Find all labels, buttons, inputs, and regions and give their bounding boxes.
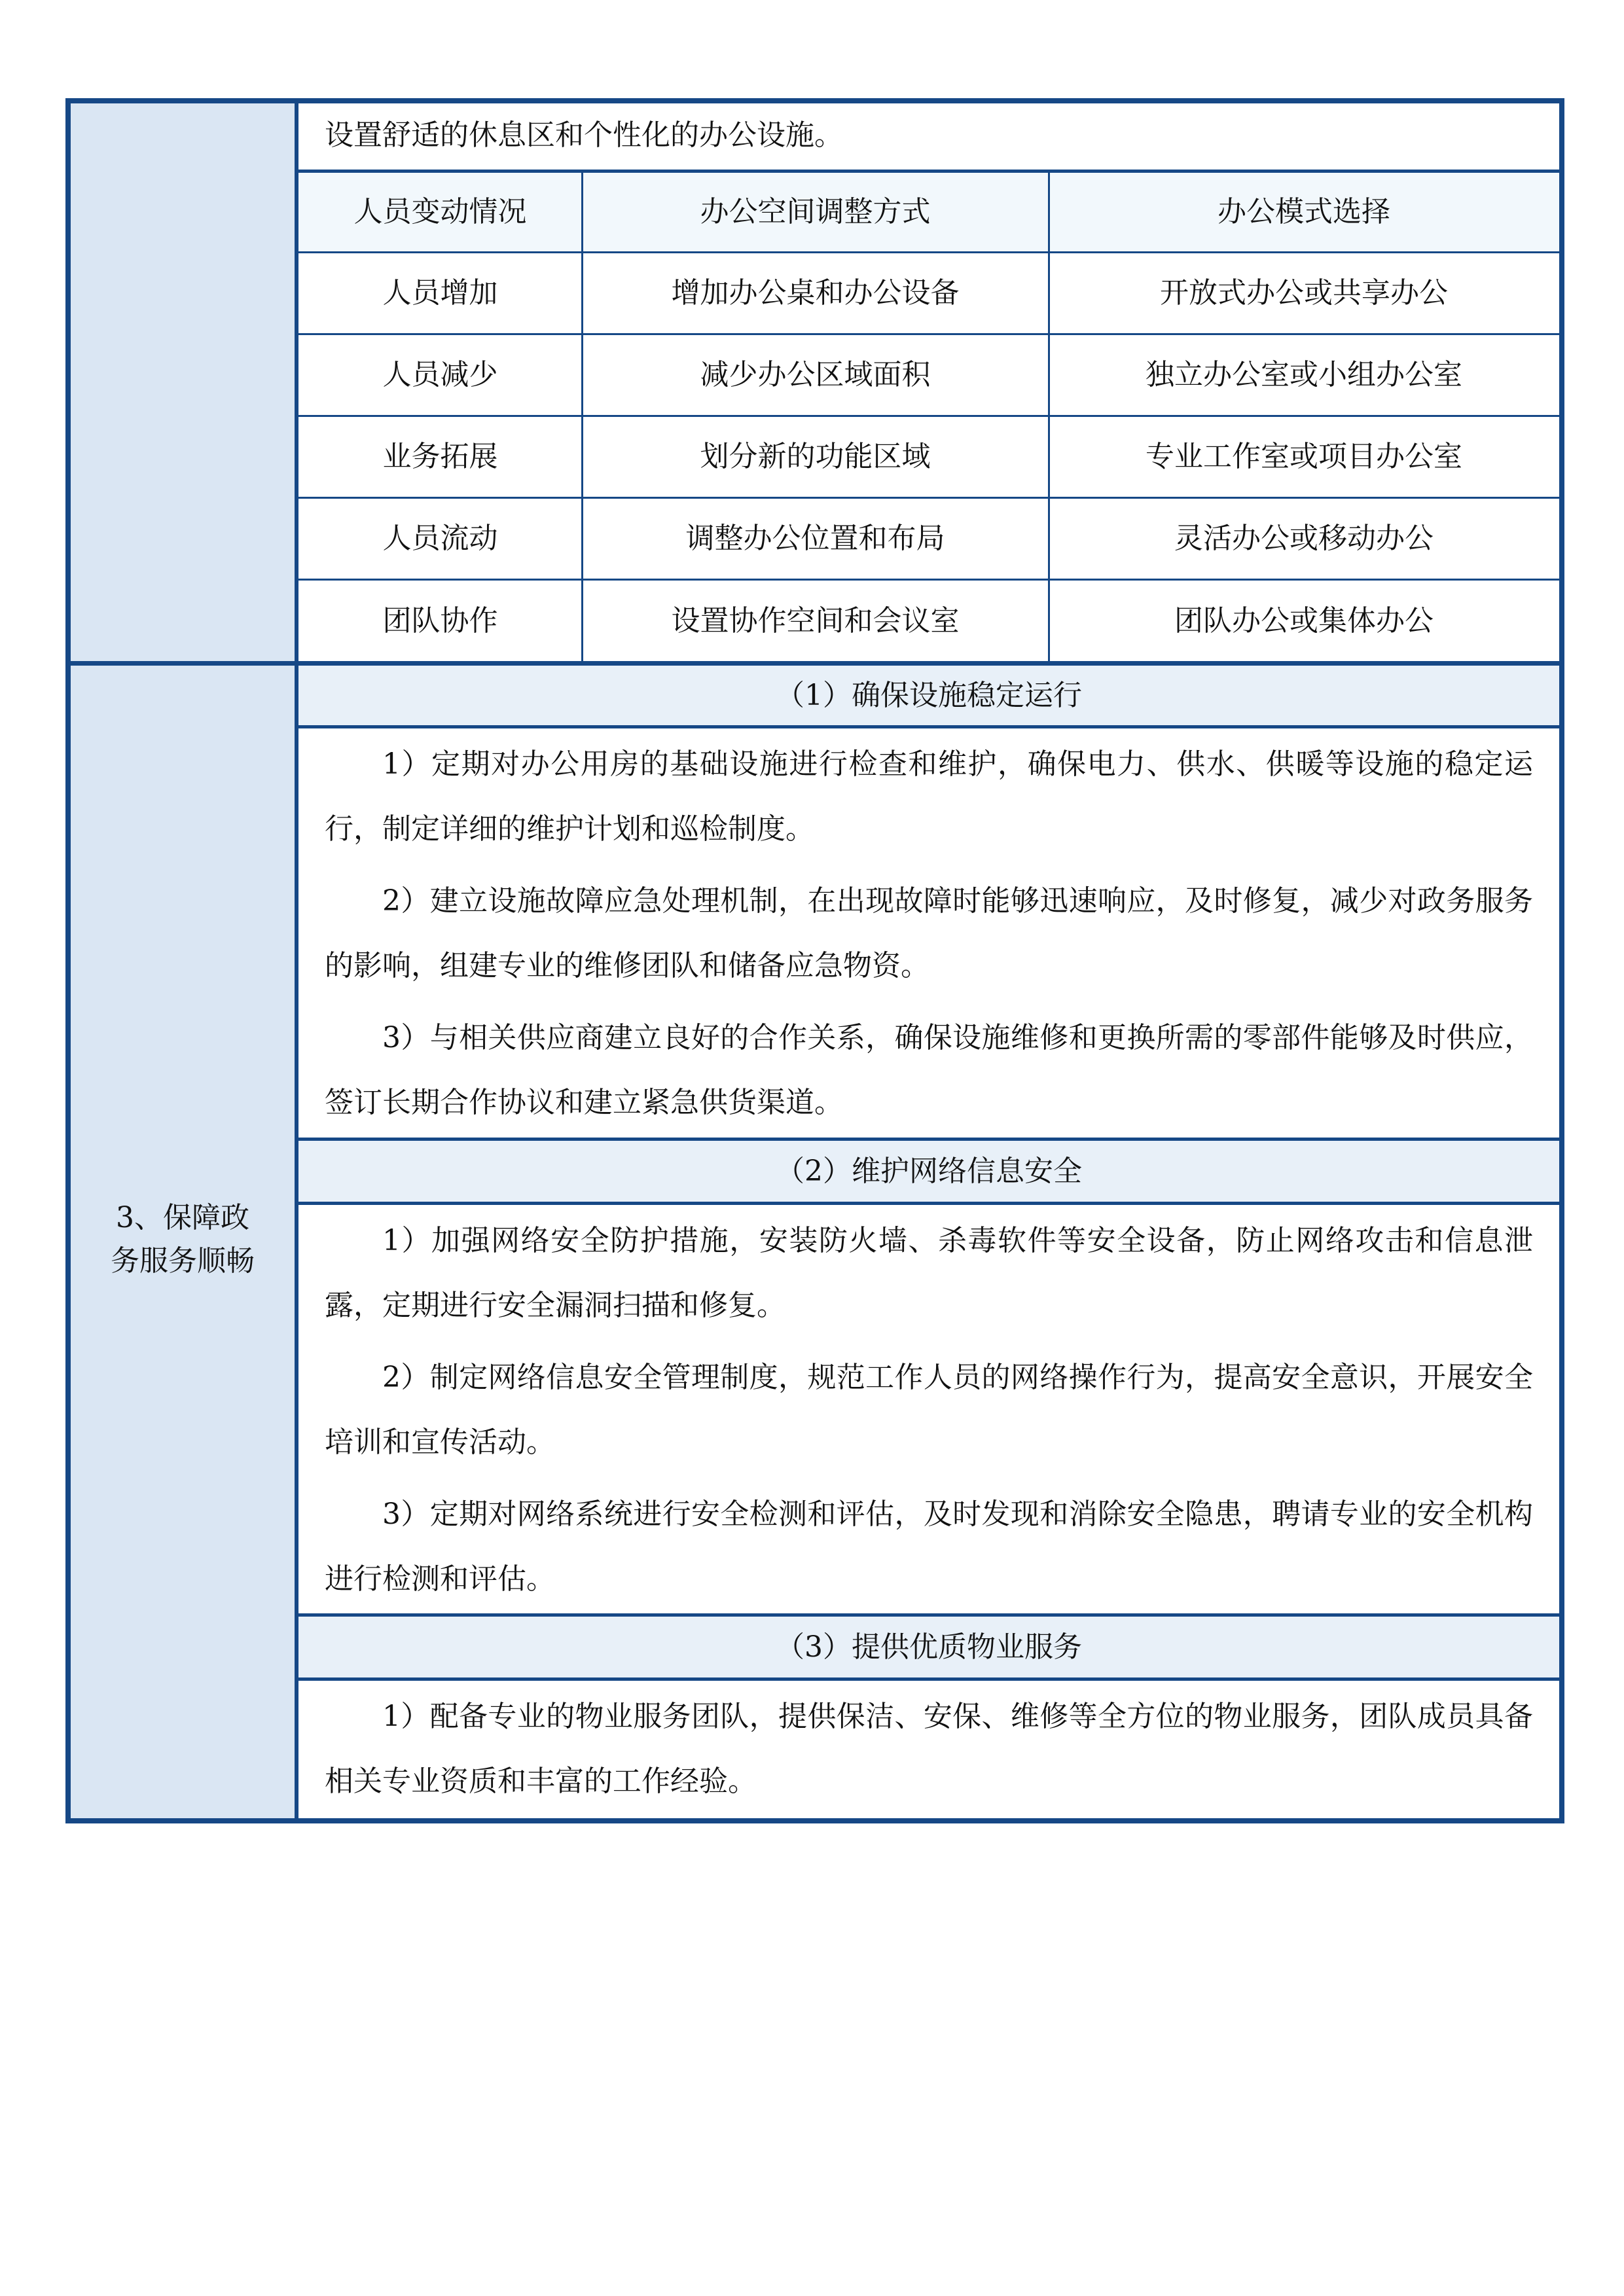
table-cell: 设置协作空间和会议室: [671, 603, 960, 637]
column-divider: [581, 173, 583, 661]
table-header-cell: 办公空间调整方式: [582, 173, 1049, 251]
table-cell: 团队协作: [382, 603, 498, 637]
table-cell: 开放式办公或共享办公: [1160, 276, 1448, 310]
table-cell: 人员增加: [382, 276, 498, 310]
subsection-body: [298, 1681, 1559, 1818]
subsection-body: [298, 1205, 1559, 1613]
paragraph: 3）定期对网络系统进行安全检测和评估，及时发现和消除安全隐患，聘请专业的安全机构进行检测和评估。: [325, 1498, 1533, 1596]
paragraph: 2）建立设施故障应急处理机制，在出现故障时能够迅速响应，及时修复，减少对政务服务的影响，组建专业的维修团队和储备应急物资。: [325, 884, 1533, 982]
table-cell: 专业工作室或项目办公室: [1146, 440, 1462, 473]
paragraph: 1）配备专业的物业服务团队，提供保洁、安保、维修等全方位的物业服务，团队成员具备相关专业资质和丰富的工作经验。: [325, 1700, 1533, 1798]
table-cell: 调整办公位置和布局: [685, 522, 945, 555]
table-cell: 人员减少: [382, 358, 498, 391]
table-cell: 减少办公区域面积: [700, 358, 931, 391]
table-cell: 划分新的功能区域: [700, 440, 931, 473]
subsection-title: （1）确保设施稳定运行: [298, 666, 1559, 725]
top-text: 设置舒适的休息区和个性化的办公设施。: [325, 118, 843, 152]
paragraph: 1）定期对办公用房的基础设施进行检查和维护，确保电力、供水、供暖等设施的稳定运行，制定详细的维护计划和巡检制度。: [325, 747, 1533, 846]
table-header-cell: 人员变动情况: [298, 173, 582, 251]
table-cell: 灵活办公或移动办公: [1174, 522, 1434, 555]
table-header-cell: 办公模式选择: [1049, 173, 1559, 251]
office-adjustment-table: [298, 173, 1559, 661]
table-cell: 独立办公室或小组办公室: [1146, 358, 1462, 391]
section-label-line: 3、保障政: [116, 1201, 249, 1234]
section-label: [71, 1196, 295, 1283]
column-divider: [1048, 173, 1050, 661]
subsection-title: （2）维护网络信息安全: [298, 1141, 1559, 1202]
left-column: [71, 103, 298, 1818]
table-cell: 人员流动: [382, 522, 498, 555]
paragraph: 2）制定网络信息安全管理制度，规范工作人员的网络操作行为，提高安全意识，开展安全培训和宣传活动。: [325, 1361, 1533, 1459]
paragraph: 3）与相关供应商建立良好的合作关系，确保设施维修和更换所需的零部件能够及时供应，签订长期合作协议和建立紧急供货渠道。: [325, 1021, 1533, 1119]
section-divider: [71, 661, 1559, 666]
table-cell: 增加办公桌和办公设备: [671, 276, 960, 310]
subsection-body: [298, 728, 1559, 1138]
top-text-row: [298, 103, 1559, 170]
document-table: [65, 98, 1564, 1823]
subsection-title: （3）提供优质物业服务: [298, 1617, 1559, 1677]
table-cell: 业务拓展: [382, 440, 498, 473]
paragraph: 1）加强网络安全防护措施，安装防火墙、杀毒软件等安全设备，防止网络攻击和信息泄露，定期进行安全漏洞扫描和修复。: [325, 1224, 1533, 1322]
section-label-line: 务服务顺畅: [111, 1244, 255, 1278]
table-cell: 团队办公或集体办公: [1174, 603, 1434, 637]
